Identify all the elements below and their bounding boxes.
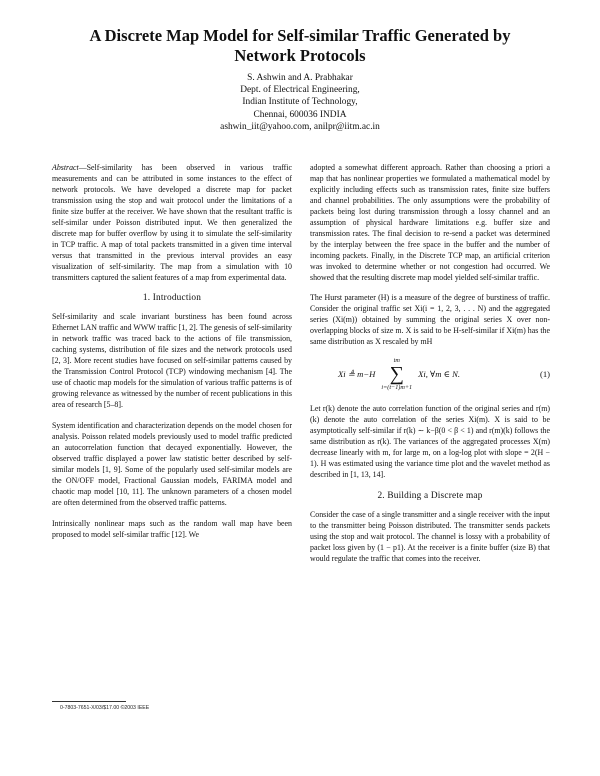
affiliation-dept: Dept. of Electrical Engineering,: [240, 85, 360, 96]
right-column: [310, 163, 550, 575]
summation-upper-limit: tm: [393, 357, 400, 365]
intro-paragraph-2: System identification and characterization depends on the model chosen for analysis. Poisson related models previously used to model traffic predicted an autocorrelation function that decayed exponentially. However, the observed traffic displayed a power law statistic better described by self-similar models [1, 9]. Some of the popularly used self-similar models are the ON/OFF model, Fractional Gaussian models, FARIMA model and chaotic map model [10, 11]. The unknown parameters of a chosen model are often determined from the observed traffic patterns.: [52, 421, 292, 507]
author-block: [150, 72, 450, 133]
affiliation-institute: Indian Institute of Technology,: [242, 97, 358, 108]
affiliation-city: Chennai, 600036 INDIA: [253, 109, 347, 120]
author-emails: ashwin_iit@yahoo.com, anilpr@iitm.ac.in: [220, 121, 380, 132]
section-heading-introduction: 1. Introduction: [142, 293, 202, 304]
title-line-2: Network Protocols: [234, 46, 366, 65]
paper-title: [60, 26, 540, 66]
abstract-text: —Self-similarity has been observed in various traffic measurements and can be attributed in some instances to the effect of network protocols. We have developed a discrete map for packet transmission using the stop and wait protocol under the limitations of a finite size buffer at the receiver. We have shown that the resultant traffic is self-similar under Poisson distributed input. We then generalized the discrete map for buffer overflow by using it to simulate the self-similarity in TCP traffic. A map of total packets transmitted in a given time interval versus that transmitted in the previous interval provides an easy visualization of self-similarity. The map from a simulation with 10 transmitters captured the salient features of a map from experimental data.: [52, 163, 292, 282]
section-heading-building-map: 2. Building a Discrete map: [377, 490, 483, 501]
author-names: S. Ashwin and A. Prabhakar: [247, 73, 353, 83]
sigma-symbol: ∑: [389, 363, 404, 386]
title-line-1: A Discrete Map Model for Self-similar Traffic Generated by: [89, 26, 511, 45]
equation-1: [310, 356, 550, 392]
abstract-label: Abstract: [52, 163, 79, 172]
equation-lhs: Xi ≜ m−H: [338, 368, 376, 379]
summation-lower-limit: i=(t−1)m+1: [381, 384, 413, 392]
autocorrelation-paragraph: Let r(k) denote the auto correlation function of the original series and r(m)(k) denote the auto correlation of the series Xi(m). X is said to be asymptotically self-similar if r(k) ∼ k−β(0 < β < 1) and r(m)(k) follows the same distribution as r(k). The variances of the aggregated processes X(m) decrease linearly with m, for large m, on a log-log plot with slope = 2(H − 1). H was estimated using the variance time plot and the wavelet method as described in [1, 13, 14].: [310, 404, 550, 479]
building-map-paragraph: Consider the case of a single transmitter and a single receiver with the input to the transmitter being Poisson distributed. The transmitter sends packets using the stop and wait protocol. The channel is lossy with a probability of packet loss given by (1 − p1). At the receiver is a finite buffer (size B) that would regulate the traffic that comes into the receiver.: [310, 509, 550, 563]
footnote-rule: [52, 701, 126, 702]
intro-paragraph-3: Intrinsically nonlinear maps such as the random wall map have been proposed to model self-similar traffic [12]. We: [52, 518, 292, 539]
hurst-paragraph: The Hurst parameter (H) is a measure of the degree of burstiness of traffic. Consider the original traffic set Xi(i = 1, 2, 3, . . . N) and the aggregated series (Xi(m)) obtained by summing the original series X over non-overlapping blocks of size m. X is said to be H-self-similar if Xi(m) has the same distribution as X rescaled by mH: [310, 293, 550, 347]
left-column: [52, 163, 292, 551]
summation: [381, 356, 412, 392]
equation-number: (1): [539, 368, 550, 379]
copyright-footnote: 0-7803-7651-X/03/$17.00 ©2003 IEEE: [60, 705, 150, 711]
right-paragraph-1: adopted a somewhat different approach. Rather than choosing a priori a map that has nonlinear properties we formulated a mathematical model by explicitly including effects such as transmission rates, finite size buffers and channel probabilities. The only assumptions were the probability of packets being lost during transmission through a lossy channel and an assumption of physical hardware limitations e.g. buffer size and transmission rates. The final decision to re-send a packet was determined by the interplay between the free space in the buffer and the number of incoming packets. Finally, in the Discrete TCP map, an artificial criterion was invoked to determine whether or not congestion had occurred. We showed that the resulting discrete map model yielded self-similar traffic.: [310, 163, 550, 282]
abstract: [52, 163, 292, 283]
intro-paragraph-1: Self-similarity and scale invariant burstiness has been found across Ethernet LAN traffic and WWW traffic [1, 2]. The genesis of self-similarity in network traffic was traced back to the actions of file transmission, caching systems, distribution of file sizes and the network protocols used [2, 3]. More recent studies have focused on self-similar patterns caused by the Transmission Control Protocol (TCP) windowing mechanism [4]. The use of chaotic map models for the simulation of various traffic patterns is of growing relevance as witnessed by the number of recent publications in this area of research [5–8].: [52, 312, 292, 410]
equation-rhs: Xi, ∀m ∈ N.: [418, 368, 460, 379]
